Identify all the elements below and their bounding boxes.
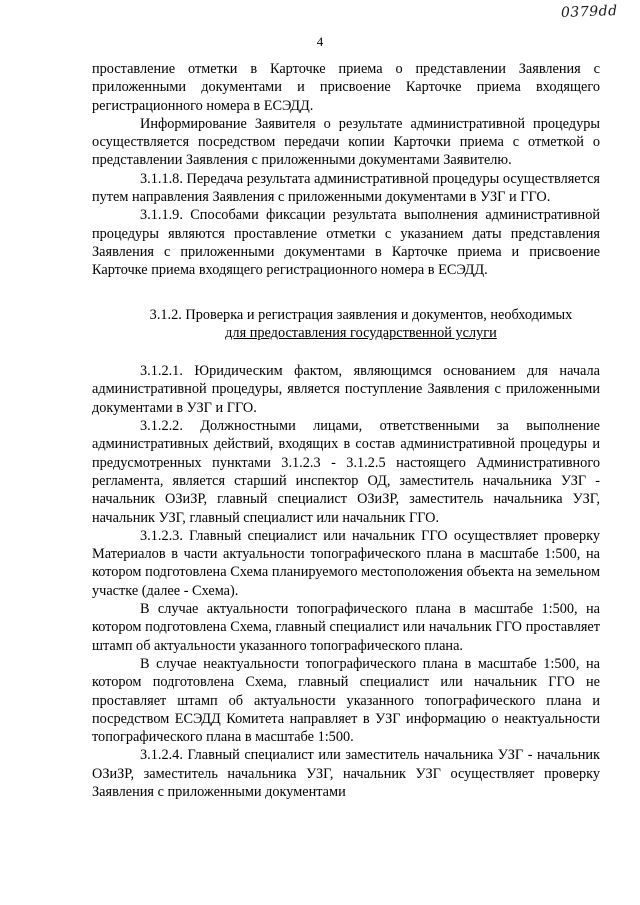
paragraph-actuality: В случае актуальности топографического плана в масштабе 1:500, на котором подготовлена Схема, главный специалист или начальник ГГО проставляет штамп об актуальности указанного топографического плана. bbox=[92, 601, 600, 654]
paragraph-continuation: проставление отметки в Карточке приема о представлении Заявления с приложенными документами и присвоение Карточке приема входящего регистрационного номера в ЕСЭДД. bbox=[92, 61, 600, 114]
section-heading-line-1: 3.1.2. Проверка и регистрация заявления и документов, необходимых bbox=[149, 306, 573, 323]
paragraph-3-1-1-8: 3.1.1.8. Передача результата административной процедуры осуществляется путем направления Заявления с приложенными документами в УЗГ и ГГО. bbox=[92, 170, 600, 206]
paragraph-3-1-2-3: 3.1.2.3. Главный специалист или начальник ГГО осуществляет проверку Материалов в части актуальности топографического плана в масштабе 1:500, на котором подготовлена Схема планируемого местоположения объекта на земельном участке (далее - Схема). bbox=[92, 527, 600, 599]
page-number: 4 bbox=[316, 34, 324, 49]
paragraph-3-1-1-9: 3.1.1.9. Способами фиксации результата выполнения административной процедуры являются проставление отметки с указанием даты представления Заявления с приложенными документами в Карточке приема и присвоение Карточке приема входящего регистрационного номера в ЕСЭДД. bbox=[92, 207, 600, 279]
paragraph-non-actuality: В случае неактуальности топографического плана в масштабе 1:500, на котором подготовлена Схема, главный специалист или начальник ГГО не проставляет штамп об актуальности указанного топографического плана и посредством ЕСЭДД Комитета направляет в УЗГ информацию о неактуальности топографического плана в масштабе 1:500. bbox=[92, 655, 600, 746]
document-body bbox=[92, 60, 600, 801]
paragraph-3-1-2-2: 3.1.2.2. Должностными лицами, ответственными за выполнение административных действий, входящих в состав административной процедуры и предусмотренных пунктами 3.1.2.3 - 3.1.2.5 настоящего Административного регламента, является старший инспектор ОД, заместитель начальника УЗГ - начальник ОЗиЗР, главный специалист ОЗиЗР, заместитель начальника УЗГ, начальник УЗГ, главный специалист или начальник ГГО. bbox=[92, 418, 600, 526]
section-heading-line-2: для предоставления государственной услуги bbox=[225, 324, 497, 341]
paragraph-3-1-2-4: 3.1.2.4. Главный специалист или заместитель начальника УЗГ - начальник ОЗиЗР, заместитель начальника УЗГ, начальник УЗГ осуществляет проверку Заявления с приложенными документами bbox=[92, 747, 600, 800]
paragraph-3-1-2-1: 3.1.2.1. Юридическим фактом, являющимся основанием для начала административной процедуры, является поступление Заявления с приложенными документами в УЗГ и ГГО. bbox=[92, 363, 600, 416]
paragraph-informing: Информирование Заявителя о результате административной процедуры осуществляется посредством передачи копии Карточки приема с отметкой о представлении Заявления с приложенными документами Заявителю. bbox=[92, 115, 600, 169]
section-heading-3-1-2 bbox=[92, 306, 600, 343]
handwritten-document-id: 0379dd bbox=[561, 3, 619, 21]
